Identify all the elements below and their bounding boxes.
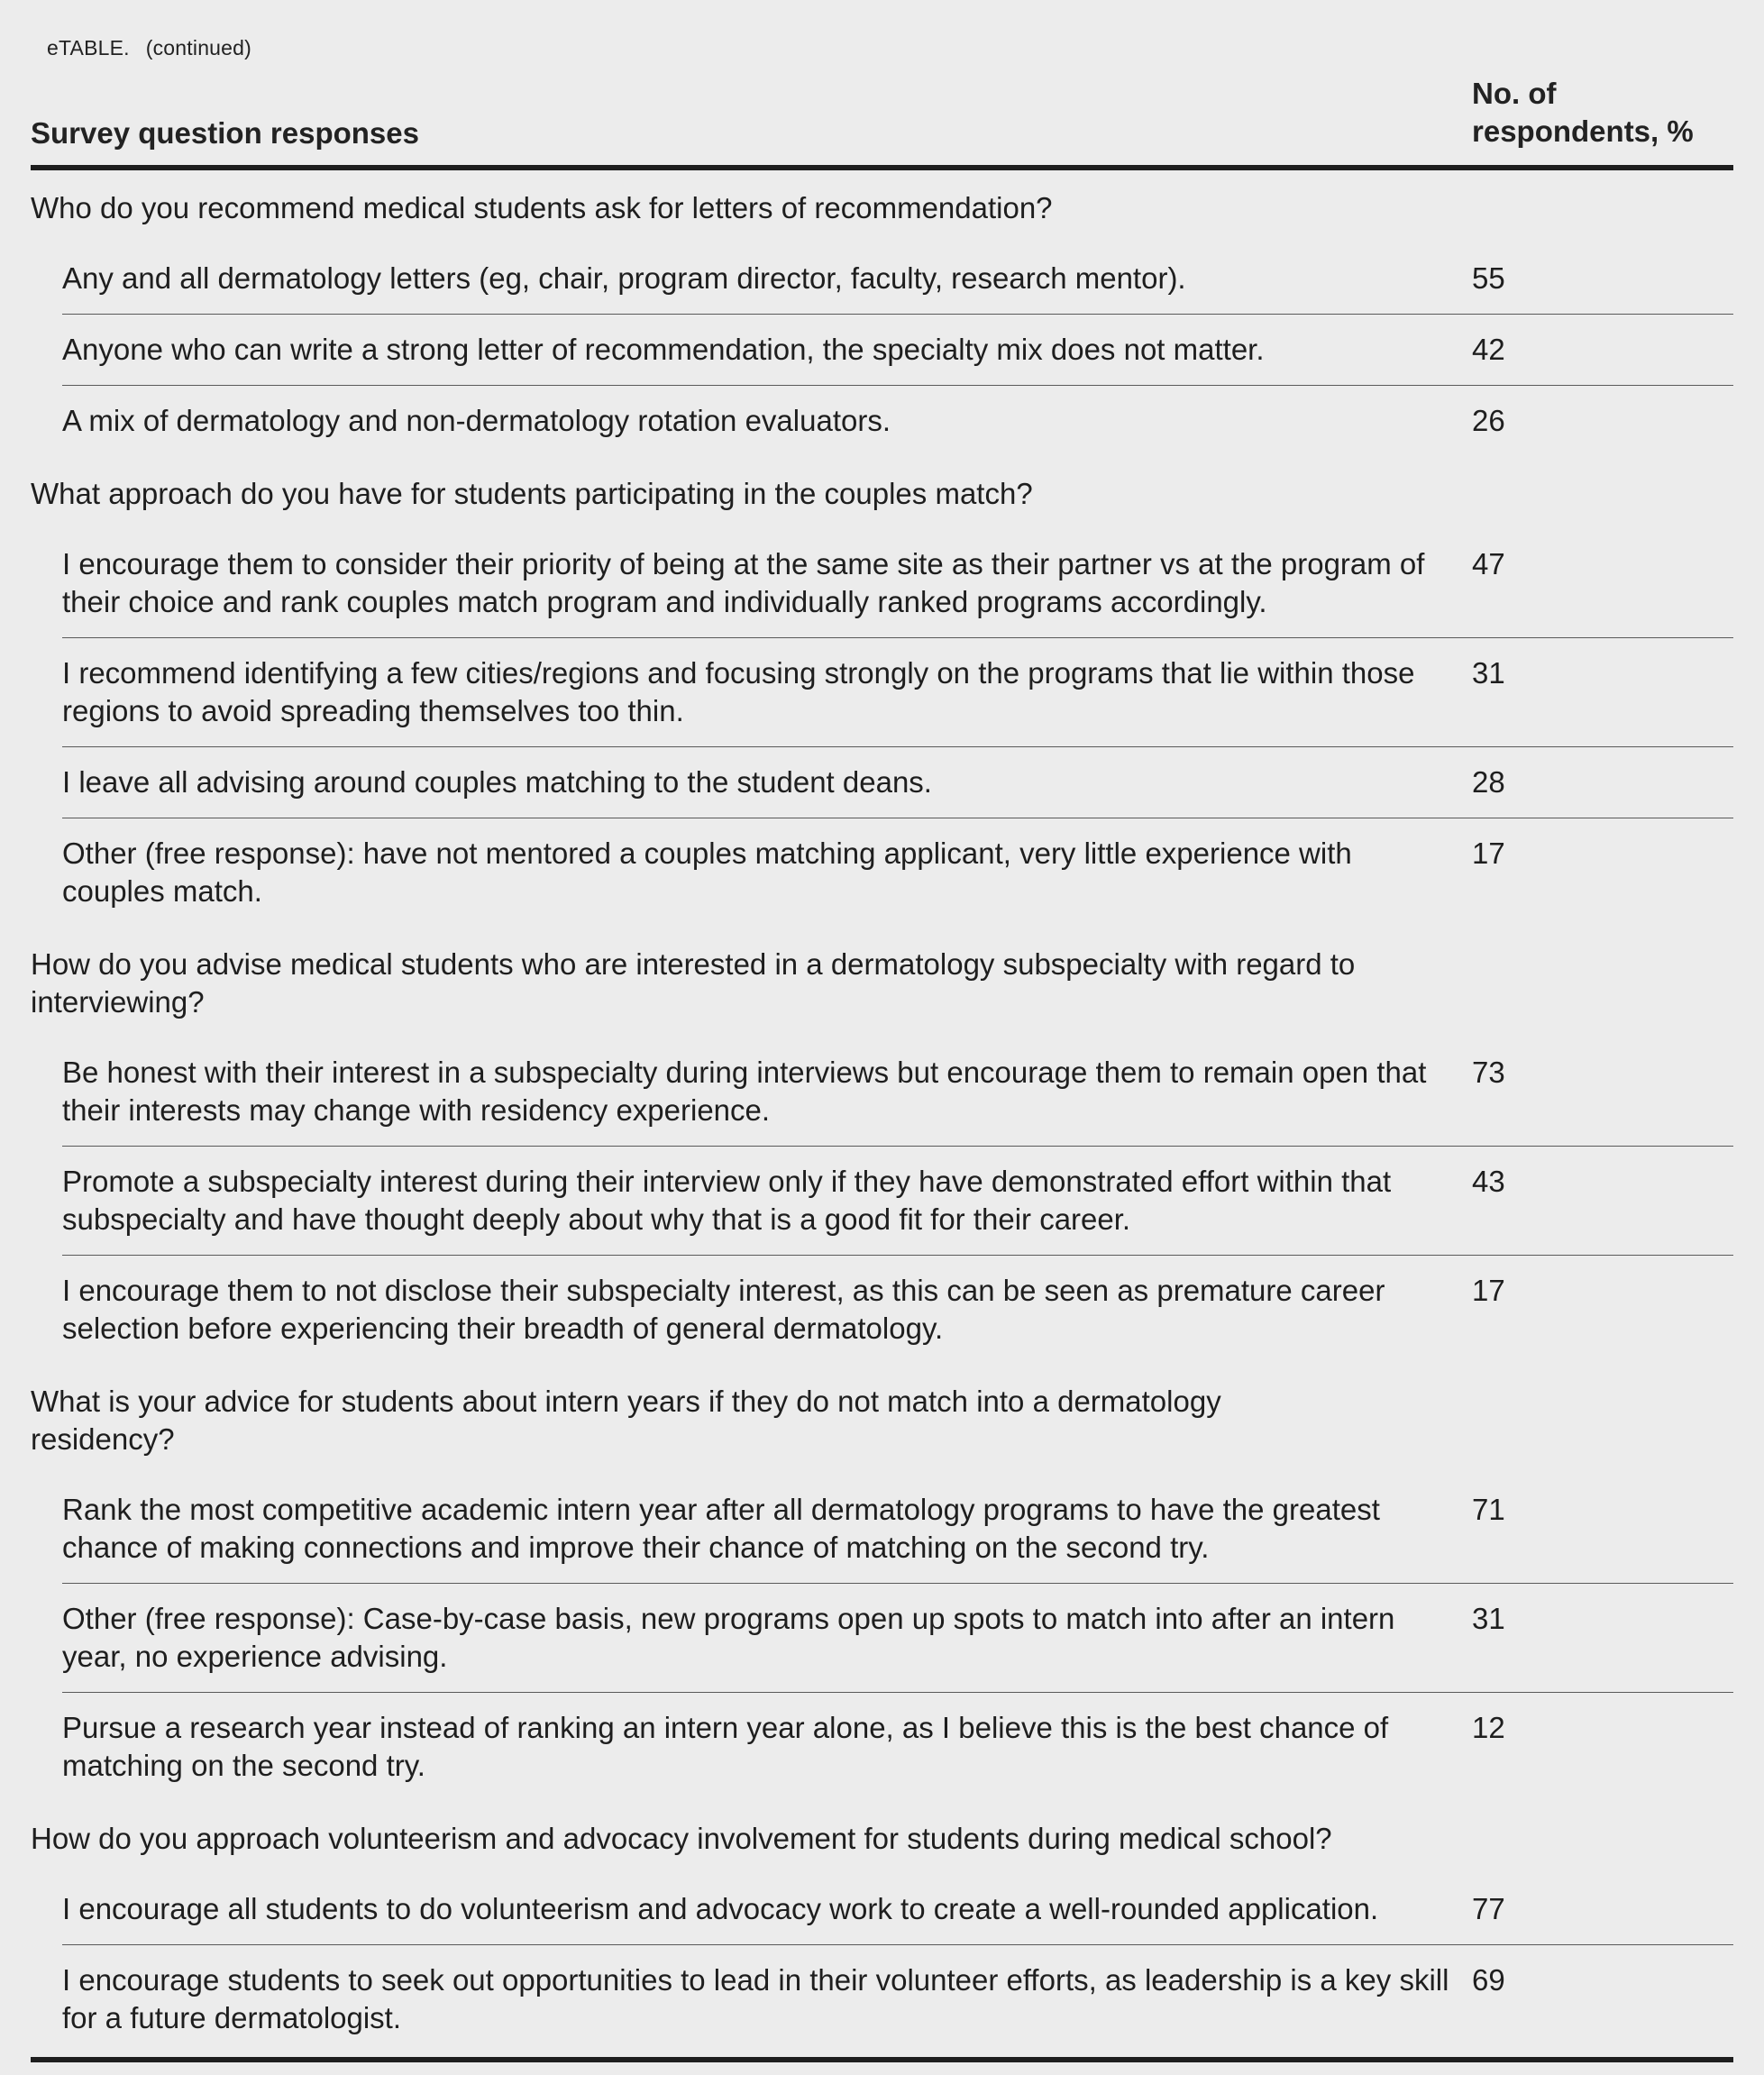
answer-row: [62, 386, 1733, 456]
answer-row: [62, 638, 1733, 747]
answer-text: I recommend identifying a few cities/regions and focusing strongly on the programs that lie within those regions to avoid spreading themselves too thin.: [62, 656, 1415, 727]
question-row: What approach do you have for students participating in the couples match?: [31, 477, 1033, 510]
answer-row: [62, 1874, 1733, 1945]
answer-text: I encourage them to consider their priority of being at the same site as their partner vs at the program of their choice and rank couples match program and individually ranked programs accordingly.: [62, 547, 1425, 618]
answer-text: I encourage them to not disclose their subspecialty interest, as this can be seen as premature career selection before experiencing their breadth of general dermatology.: [62, 1274, 1385, 1345]
answer-text: Promote a subspecialty interest during their interview only if they have demonstrated effort within that subspecialty and have thought deeply about why that is a good fit for their career.: [62, 1165, 1392, 1236]
answer-respondents-percent: 26: [1472, 404, 1505, 437]
header-respondents-line2: respondents, %: [1472, 114, 1694, 148]
answer-row: [62, 818, 1733, 927]
answer-row: [62, 529, 1733, 638]
answer-text: Other (free response): Case-by-case basis, new programs open up spots to match into after an intern year, no experience advising.: [62, 1602, 1395, 1673]
answer-row: [62, 1584, 1733, 1693]
answer-respondents-percent: 31: [1472, 656, 1505, 690]
answer-respondents-percent: 43: [1472, 1165, 1505, 1198]
answer-respondents-percent: 17: [1472, 1274, 1505, 1307]
answer-text: Rank the most competitive academic intern year after all dermatology programs to have the greatest chance of making connections and improve their chance of matching on the second try.: [62, 1493, 1380, 1564]
answer-text: Other (free response): have not mentored a couples matching applicant, very little experience with couples match.: [62, 836, 1352, 908]
answer-respondents-percent: 73: [1472, 1056, 1505, 1089]
answer-text: I leave all advising around couples matching to the student deans.: [62, 765, 932, 799]
answer-row: [62, 1147, 1733, 1256]
answer-text: Be honest with their interest in a subspecialty during interviews but encourage them to remain open that their interests may change with residency experience.: [62, 1056, 1427, 1127]
survey-table: [31, 72, 1733, 2062]
answer-respondents-percent: 71: [1472, 1493, 1505, 1526]
answer-respondents-percent: 12: [1472, 1711, 1505, 1744]
table-label: [47, 36, 251, 60]
header-survey-question-responses: Survey question responses: [31, 116, 419, 150]
table-label-name: eTABLE.: [47, 36, 130, 59]
question-row: What is your advice for students about intern years if they do not match into a dermatology residency?: [31, 1385, 1221, 1456]
answer-row: [62, 315, 1733, 386]
question-row: How do you approach volunteerism and advocacy involvement for students during medical school?: [31, 1822, 1332, 1855]
answer-row: [62, 243, 1733, 315]
question-row: How do you advise medical students who are interested in a dermatology subspecialty with regard to interviewing?: [31, 947, 1356, 1019]
answer-text: I encourage students to seek out opportunities to lead in their volunteer efforts, as leadership is a key skill for a future dermatologist.: [62, 1963, 1449, 2034]
header-respondents-line1: No. of: [1472, 77, 1557, 110]
header-respondents: [1472, 75, 1724, 151]
answer-respondents-percent: 31: [1472, 1602, 1505, 1635]
answer-row: [62, 1475, 1733, 1584]
answer-row: [62, 1693, 1733, 1801]
answer-respondents-percent: 42: [1472, 333, 1505, 366]
answer-row: [62, 1038, 1733, 1147]
table-header: [31, 72, 1733, 170]
answer-respondents-percent: 28: [1472, 765, 1505, 799]
answer-respondents-percent: 55: [1472, 261, 1505, 295]
answer-row: [62, 1256, 1733, 1364]
answer-respondents-percent: 17: [1472, 836, 1505, 870]
answer-respondents-percent: 47: [1472, 547, 1505, 580]
answer-text: Any and all dermatology letters (eg, chair, program director, faculty, research mentor).: [62, 261, 1186, 295]
answer-row: [62, 747, 1733, 818]
table-body: [31, 170, 1733, 2053]
table-label-suffix: (continued): [145, 36, 252, 59]
table-bottom-rule: [31, 2057, 1733, 2062]
answer-row: [62, 1945, 1733, 2053]
answer-respondents-percent: 69: [1472, 1963, 1505, 1997]
answer-text: Pursue a research year instead of ranking an intern year alone, as I believe this is the best chance of matching on the second try.: [62, 1711, 1389, 1782]
answer-text: Anyone who can write a strong letter of recommendation, the specialty mix does not matter.: [62, 333, 1265, 366]
answer-respondents-percent: 77: [1472, 1892, 1505, 1925]
answer-text: I encourage all students to do volunteerism and advocacy work to create a well-rounded application.: [62, 1892, 1379, 1925]
question-row: Who do you recommend medical students ask for letters of recommendation?: [31, 191, 1053, 224]
answer-text: A mix of dermatology and non-dermatology rotation evaluators.: [62, 404, 891, 437]
